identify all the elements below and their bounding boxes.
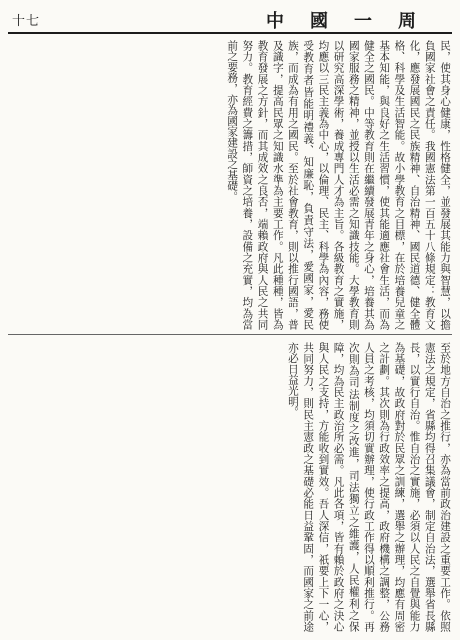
article-text-lower: 至於地方自治之推行，亦為當前政治建設之重要工作。依照憲法之規定，省縣均得召集議會，制定自治法，選舉省長縣長，以實行自治。惟自治之實施，必須以人民之自覺與能力為基礎，故政府對於民眾之訓練，選舉之辦理，均應有周密之計劃。其次則為行政效率之提高，政府機構之調整，公務人員之考核，均須切實辦理，使行政工作得以順利推行。再次則為司法制度之改進，司法獨立之維護，人民權利之保障，均為民主政治所必需。凡此各項，皆有賴於政府之決心與人民之支持，方能收到實效。吾人深信，祇要上下一心，共同努力，則民主憲政之基礎必能日益鞏固，而國家之前途亦必日益光明。 [286,342,451,632]
section-divider [8,334,452,335]
article-body [8,40,452,632]
page-number: 十七 [12,14,41,29]
page-header [8,4,452,34]
running-title: 中國一周 [266,11,442,32]
article-text-upper: 民，使其身心健康，性格健全，並發展其能力與智慧，以擔負國家社會之責任。我國憲法第一百五十八條規定：教育文化，應發展國民之民族精神、自治精神、國民道德、健全體格、科學及生活智能。故小學教育之目標，在於培養兒童之基本知能，與良好之生活習慣，使其能適應社會生活，而為健全之國民。中等教育則在繼續發展青年之身心，培養其為國家服務之精神，並授以生活必需之知識技能。大學教育則以研究高深學術，養成專門人才為主旨。各級教育之實施，均應以三民主義為中心，以倫理、民主、科學為內容，務使受教育者皆能明禮義、知廉恥，負責守法，愛國家，愛民族，而成為有用之國民。至於社會教育，則以推行國語，普及識字，提高民眾之知識水準為主要工作。凡此種種，皆為教育發展之方針，而其成效之良否，端賴政府與人民之共同努力。教育經費之籌措，師資之培養，設備之充實，均為當前之要務，亦為國家建設之基礎。 [226,40,451,330]
